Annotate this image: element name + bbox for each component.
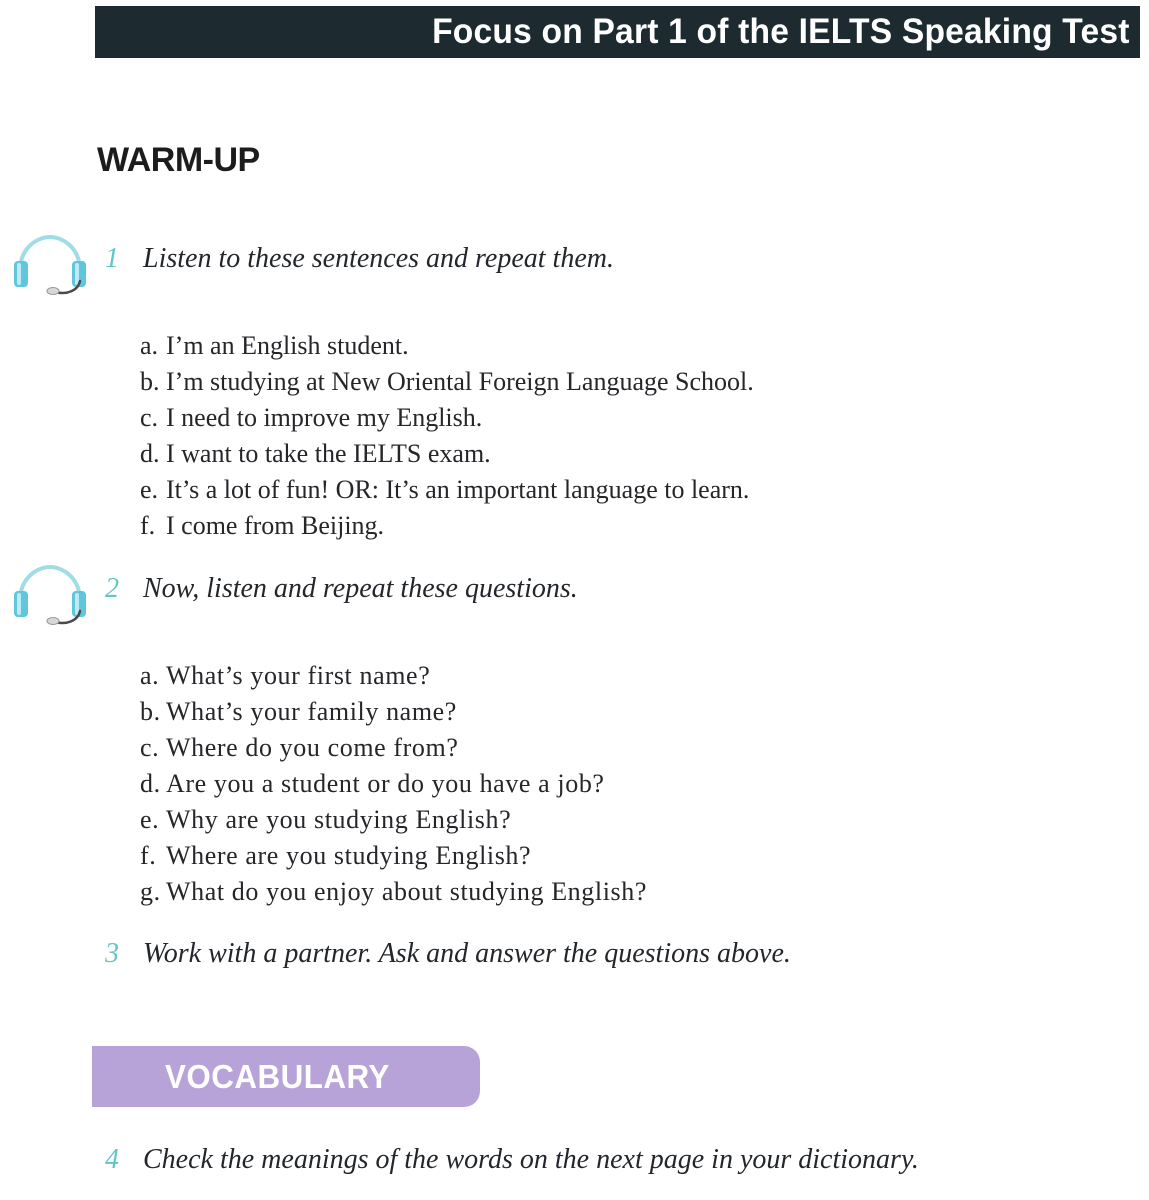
list-item-text: I’m an English student.	[166, 331, 409, 360]
list-item-letter: c.	[140, 403, 159, 432]
list-item-letter: e.	[140, 805, 160, 834]
list-item-letter: f.	[140, 511, 156, 540]
list-item	[140, 802, 647, 838]
question-list	[140, 658, 647, 910]
list-item	[140, 472, 754, 508]
list-item	[140, 658, 647, 694]
list-item	[140, 874, 647, 910]
vocabulary-section-banner	[92, 1046, 480, 1107]
list-item	[140, 694, 647, 730]
list-item-text: What do you enjoy about studying English?	[166, 877, 647, 906]
list-item	[140, 364, 754, 400]
list-item-text: Where do you come from?	[166, 733, 459, 762]
task-number: 1	[105, 243, 119, 274]
list-item-letter: d.	[140, 439, 160, 468]
list-item-letter: b.	[140, 697, 161, 726]
list-item-text: I’m studying at New Oriental Foreign Language School.	[166, 367, 754, 396]
list-item-text: I need to improve my English.	[166, 403, 483, 432]
list-item-text: What’s your first name?	[166, 661, 431, 690]
list-item-letter: a.	[140, 331, 159, 360]
list-item-text: Why are you studying English?	[166, 805, 512, 834]
list-item-letter: d.	[140, 769, 161, 798]
task-instruction: Work with a partner. Ask and answer the questions above.	[143, 938, 791, 969]
list-item-text: Where are you studying English?	[166, 841, 532, 870]
task-1	[105, 243, 614, 275]
list-item	[140, 838, 647, 874]
list-item-letter: f.	[140, 841, 157, 870]
headset-icon-glyph	[4, 229, 96, 295]
task-4	[105, 1144, 919, 1176]
list-item-letter: e.	[140, 475, 159, 504]
task-3	[105, 938, 791, 970]
headset-icon-glyph	[4, 559, 96, 625]
list-item	[140, 328, 754, 364]
list-item-text: I come from Beijing.	[166, 511, 385, 540]
task-number: 3	[105, 938, 119, 969]
list-item	[140, 730, 647, 766]
list-item-letter: a.	[140, 661, 160, 690]
task-instruction: Listen to these sentences and repeat them.	[143, 243, 614, 274]
headset-icon	[4, 559, 96, 625]
list-item	[140, 766, 647, 802]
page-header-banner	[95, 6, 1140, 58]
list-item-letter: b.	[140, 367, 160, 396]
sentence-list	[140, 328, 754, 544]
list-item	[140, 508, 754, 544]
task-instruction: Now, listen and repeat these questions.	[143, 573, 578, 604]
list-item-text: I want to take the IELTS exam.	[166, 439, 491, 468]
vocabulary-label: VOCABULARY	[165, 1057, 390, 1095]
task-instruction: Check the meanings of the words on the next page in your dictionary.	[143, 1144, 919, 1175]
task-number: 2	[105, 573, 119, 604]
headset-icon	[4, 229, 96, 295]
list-item-letter: g.	[140, 877, 161, 906]
list-item	[140, 400, 754, 436]
list-item	[140, 436, 754, 472]
list-item-letter: c.	[140, 733, 160, 762]
list-item-text: Are you a student or do you have a job?	[166, 769, 605, 798]
list-item-text: It’s a lot of fun! OR: It’s an important language to learn.	[166, 475, 750, 504]
task-2	[105, 573, 578, 605]
task-number: 4	[105, 1144, 119, 1175]
list-item-text: What’s your family name?	[166, 697, 457, 726]
page-title: Focus on Part 1 of the IELTS Speaking Test	[432, 12, 1130, 51]
section-heading-warm-up: WARM-UP	[97, 141, 260, 179]
